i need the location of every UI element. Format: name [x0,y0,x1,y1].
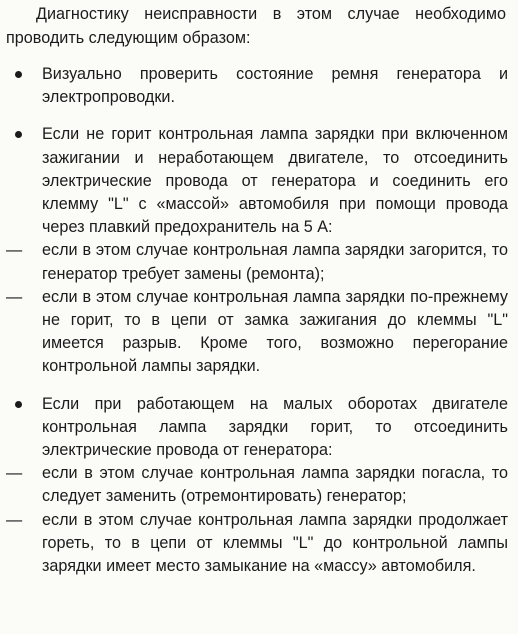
dash-marker: — [6,464,23,483]
bullet-icon [15,131,22,138]
sublist-lamp-on [6,462,508,578]
dash-marker: — [6,287,23,306]
subitem-lamp-lights [6,239,508,285]
bullet-text: Если при работающем на малых оборотах двигателе контрольная лампа зарядки горит, то отсоединить электрические провода от генератора: [42,394,508,460]
bullet-icon [15,71,22,78]
bullet-text: Визуально проверить состояние ремня генератора и электропроводки. [42,65,508,107]
bullet-list-2 [6,393,508,463]
subitem-lamp-still-off [6,286,508,379]
sublist-lamp-off [6,239,508,378]
subitem-text: если в этом случае контрольная лампа зарядки погасла, то следует заменить (отремонтировать) генератор; [42,464,508,506]
subitem-text: если в этом случае контрольная лампа зарядки продолжает гореть, то в цепи от клеммы "L" до контрольной лампы зарядки имеет место замыкание на «массу» автомобиля. [42,510,508,576]
bullet-text: Если не горит контрольная лампа зарядки при включенном зажигании и неработающем двигателе, то отсоединить электрические провода от генератора и соединить его клемму "L" с «массой» автомобиля при помощи провода через плавкий предохранитель на 5 А: [42,125,508,237]
dash-marker: — [6,510,23,529]
bullet-item-lamp-on [6,393,508,463]
bullet-item-check-belt [6,63,508,109]
subitem-lamp-stays-on [6,509,508,579]
bullet-item-lamp-off [6,123,508,239]
subitem-text: если в этом случае контрольная лампа зарядки загорится, то генератор требует замены (ремонта); [42,241,508,283]
subitem-text: если в этом случае контрольная лампа зарядки по-прежнему не горит, то в цепи от замка зажигания до клеммы "L" имеется разрыв. Кроме того, возможно перегорание контрольной лампы зарядки. [42,287,508,376]
intro-paragraph: Диагностику неисправности в этом случае необходимо проводить следующим образом: [6,5,506,47]
bullet-list [6,63,508,239]
bullet-icon [15,401,22,408]
dash-marker: — [6,241,23,260]
subitem-lamp-went-out [6,462,508,508]
